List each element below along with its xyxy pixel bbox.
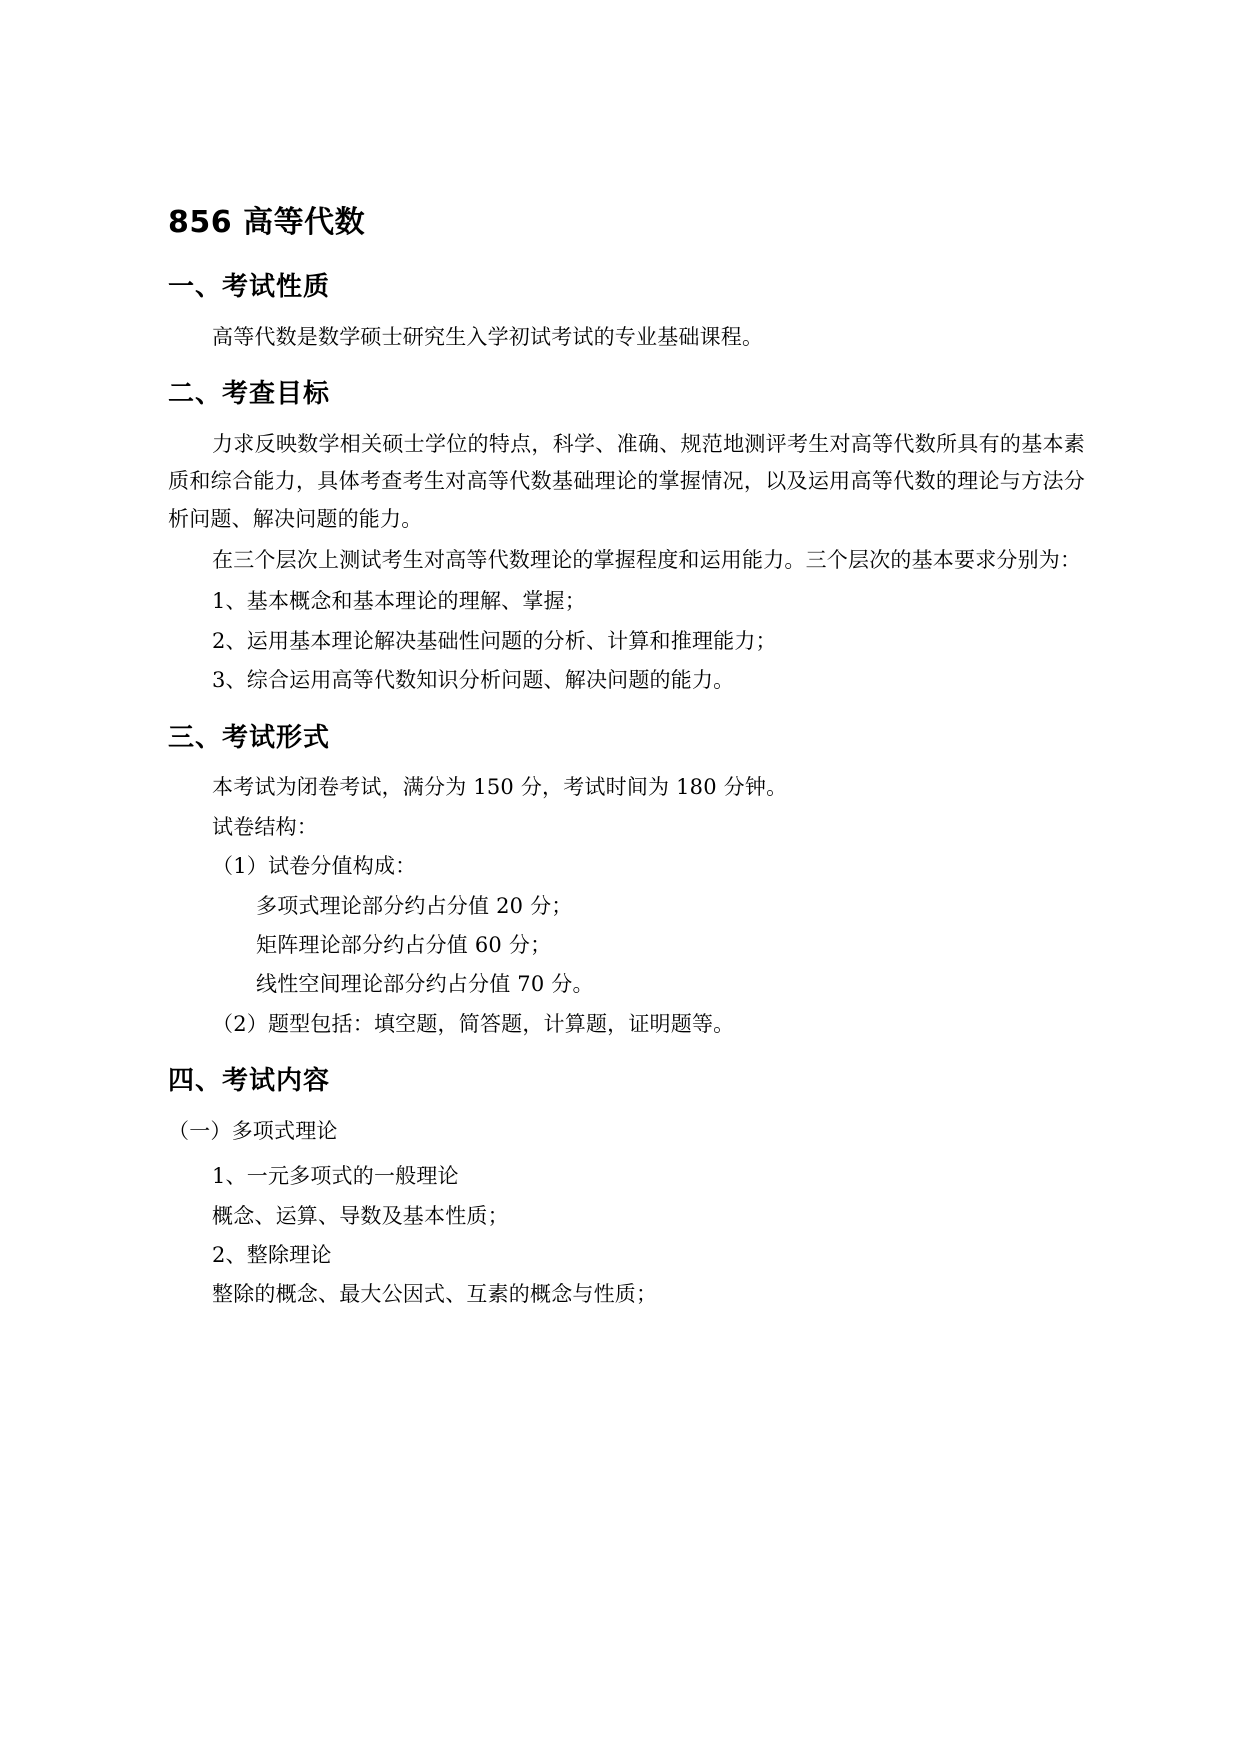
content-item-divisibility-theory: 2、整除理论: [212, 1242, 332, 1267]
page-title: 856 高等代数: [168, 205, 366, 240]
section-heading-assessment-goals: 二、考查目标: [168, 379, 331, 410]
paragraph-exam-score-time: 本考试为闭卷考试，满分为 150 分，考试时间为 180 分钟。: [212, 775, 788, 800]
section-heading-exam-nature: 一、考试性质: [168, 272, 331, 302]
paragraph-question-types: （2）题型包括：填空题，简答题，计算题，证明题等。: [212, 1011, 735, 1036]
list-item-level-2: 2、运用基本理论解决基础性问题的分析、计算和推理能力；: [212, 628, 777, 653]
paragraph-score-linear-space: 线性空间理论部分约占分值 70 分。: [256, 972, 594, 997]
paragraph-paper-structure: 试卷结构：: [212, 814, 318, 839]
content-item-univariate-polynomial: 1、一元多项式的一般理论: [212, 1164, 459, 1189]
list-item-level-1: 1、基本概念和基本理论的理解、掌握；: [212, 589, 586, 614]
paragraph-score-matrix: 矩阵理论部分约占分值 60 分；: [256, 932, 552, 957]
list-item-level-3: 3、综合运用高等代数知识分析问题、解决问题的能力。: [212, 668, 735, 693]
paragraph-score-composition: （1）试卷分值构成：: [212, 854, 417, 879]
section-heading-exam-format: 三、考试形式: [168, 722, 331, 753]
paragraph-exam-nature: 高等代数是数学硕士研究生入学初试考试的专业基础课程。: [212, 324, 764, 349]
content-detail-divisibility-theory: 整除的概念、最大公因式、互素的概念与性质；: [212, 1282, 658, 1307]
paragraph-goals-levels: 在三个层次上测试考生对高等代数理论的掌握程度和运用能力。三个层次的基本要求分别为：: [212, 548, 1082, 573]
subsection-polynomial-theory: （一）多项式理论: [168, 1118, 338, 1143]
paragraph-goals-intro: 力求反映数学相关硕士学位的特点，科学、准确、规范地测评考生对高等代数所具有的基本素质和综合能力，具体考查考生对高等代数基础理论的掌握情况，以及运用高等代数的理论与方法分析问题、解决问题的能力。: [168, 431, 1085, 531]
paragraph-score-polynomial: 多项式理论部分约占分值 20 分；: [256, 893, 573, 918]
content-detail-univariate-polynomial: 概念、运算、导数及基本性质；: [212, 1203, 509, 1228]
section-heading-exam-content: 四、考试内容: [168, 1066, 331, 1097]
